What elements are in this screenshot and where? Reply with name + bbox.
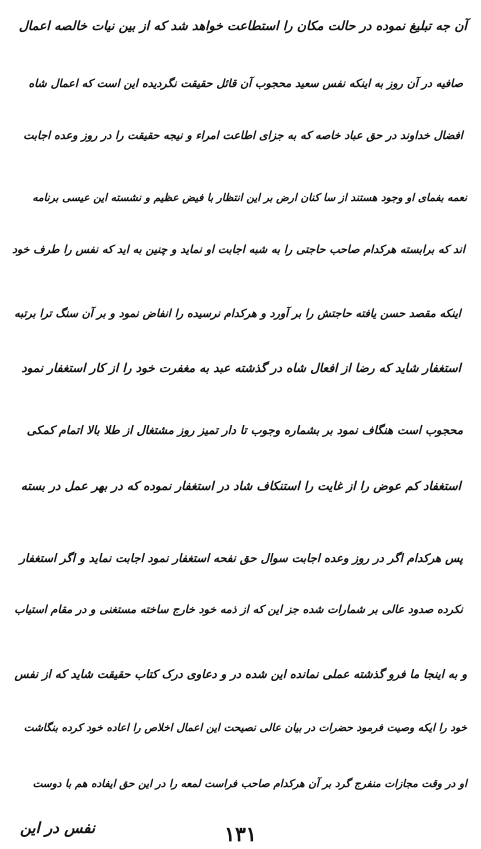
- page-number: ۱۳۱: [224, 822, 257, 846]
- manuscript-line: استغفار شاید که رضا از افعال شاه در گذشته عبد به مغفرت خود را از کار استغفار نمود: [21, 361, 461, 375]
- manuscript-line: صافیه در آن روز به اینکه نفس سعید محجوب آن قائل حقیقت نگردیده این است که اعمال شاه: [28, 77, 463, 90]
- manuscript-line: استغفاد کم عوض را از غایت را استنکاف شاد در استغفار نموده که در بهر عمل در بسته: [20, 479, 461, 493]
- manuscript-line: افضال خداوند در حق عباد خاصه که به جزای اطاعت امراء و نیجه حقیقت را در روز وعده اجابت: [23, 129, 463, 142]
- manuscript-line: نعمه بفمای او وجود هستند از سا کنان ارض بر این انتظار با فیض عظیم و نشسته این عیسی برنامه: [32, 192, 467, 204]
- manuscript-line: خود را ایکه وصیت فرمود حضرات در بیان عالی نصیحت این اعمال اخلاص را اعاده خود کرده بنگاشت: [23, 722, 467, 734]
- catchword: نفس در این: [20, 819, 96, 837]
- manuscript-line: و به اینجا ما فرو گذشته عملی نمانده این شده در و دعاوی درک کتاب حقیقت شاید که از نفس: [14, 667, 467, 681]
- manuscript-line: آن جه تبلیغ نموده در حالت مکان را استطاعت خواهد شد که از بین نیات خالصه اعمال: [18, 18, 467, 33]
- manuscript-line: پس هرکدام اگر در روز وعده اجابت سوال حق نفحه استغفار نمود اجابت نماید و اگر استغفار: [19, 551, 463, 565]
- manuscript-line: او در وقت مجازات منفرج گرد بر آن هرکدام صاحب فراست لمعه را در این حق ایفاده هم با دوست: [32, 778, 467, 790]
- manuscript-line: اند که برابسته هرکدام صاحب حاجتی را به شبه اجابت او نماید و چنین به اید که نفس را طرف خود: [12, 243, 465, 256]
- manuscript-line: نکرده صدود عالی بر شمارات شده جز این که از ذمه خود خارج ساخته مستغنی و در مقام استیاب: [14, 603, 463, 616]
- manuscript-line: محجوب است هنگاف نمود بر بشماره وجوب تا دار تمیز روز مشتغال از طلا بالا اتمام کمکی: [26, 423, 463, 437]
- manuscript-line: اینکه مقصد حسن یافته حاجتش را بر آورد و هرکدام نرسیده را انفاض نمود و بر آن سنگ ترا برتبه: [14, 307, 461, 320]
